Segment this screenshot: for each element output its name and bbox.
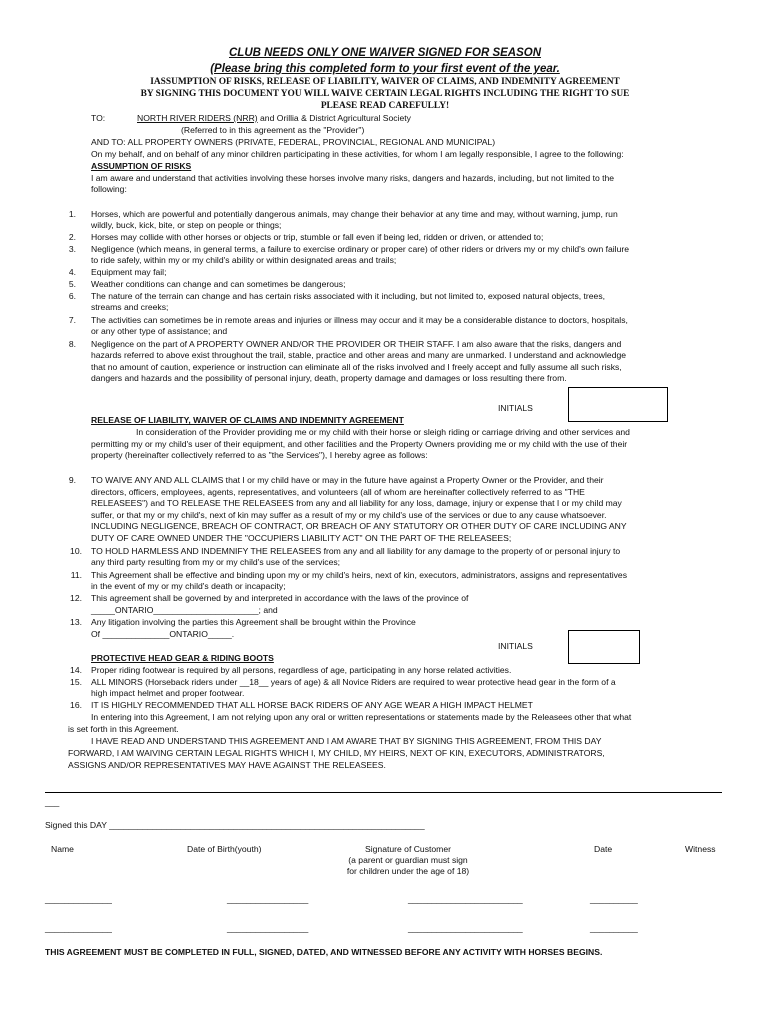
column-witness: Witness (685, 844, 716, 854)
column-signature: Signature of Customer (365, 844, 451, 854)
headgear-item-line: Proper riding footwear is required by all persons, regardless of age, participating in any horse related activities. (91, 665, 512, 675)
item-number: 15. (70, 677, 82, 687)
risk-item-line: dangers and hazards and the possibility of personal injury, death, property damage and damages or loss resulting there from. (91, 373, 567, 383)
form-title: CLUB NEEDS ONLY ONE WAIVER SIGNED FOR SEASON (228, 47, 542, 59)
provider-partner: and Orillia & District Agricultural Society (257, 113, 411, 123)
risk-item-line: Horses, which are powerful and potentially dangerous animals, may change their behavior at any time and may, without warning, jump, run (91, 209, 618, 219)
item-number: 11. (70, 570, 82, 580)
release-heading: RELEASE OF LIABILITY, WAIVER OF CLAIMS AND INDEMNITY AGREEMENT (91, 415, 404, 425)
signature-divider-tail: ___ (45, 797, 60, 807)
signed-day-field[interactable]: Signed this DAY __________________________________________________________________ (45, 820, 425, 830)
date-of-birth-field[interactable]: _________________ (227, 894, 309, 904)
signature-field[interactable]: ________________________ (408, 894, 523, 904)
release-item-line: in the event of my or my child's death or incapacity; (91, 581, 286, 591)
item-number: 4. (68, 267, 76, 277)
item-number: 16. (70, 700, 82, 710)
final-acknowledgement: FORWARD, I AM WAIVING CERTAIN LEGAL RIGHTS WHICH I, MY CHILD, MY HEIRS, NEXT OF KIN, EXECUTORS, ADMINISTRATORS, (68, 748, 605, 758)
item-number: 10. (70, 546, 82, 556)
date-of-birth-field[interactable]: _________________ (227, 923, 309, 933)
province-field[interactable]: _____ONTARIO______________________; and (91, 605, 278, 615)
final-acknowledgement: I HAVE READ AND UNDERSTAND THIS AGREEMENT AND I AM AWARE THAT BY SIGNING THIS AGREEMENT, FROM THIS DAY (91, 736, 602, 746)
risk-item-line: streams and creeks; (91, 302, 169, 312)
risk-item-line: hazards referred to above exist throughout the trail, stable, practice and other areas and many are unmarked. I understand and acknowledge (91, 350, 627, 360)
item-number: 8. (68, 339, 76, 349)
litigation-province-field[interactable]: Of ______________ONTARIO_____. (91, 629, 235, 639)
date-field[interactable]: __________ (590, 923, 638, 933)
risk-item-line: wildly, buck, kick, bite, or step on people or things; (91, 220, 282, 230)
release-intro-line: In consideration of the Provider providing me or my child with their horse or sleigh riding or carriage driving and other services and (136, 427, 630, 437)
release-intro-line: property (hereinafter collectively referred to as "the Services"), I hereby agree as follows: (91, 450, 428, 460)
column-date: Date (594, 844, 613, 854)
behalf-statement: On my behalf, and on behalf of any minor children participating in these activities, for whom I am legally responsible, I agree to the following: (91, 149, 624, 159)
release-item-line: This Agreement shall be effective and binding upon my or my child's heirs, next of kin, executors, administrators, assigns and representatives (91, 570, 627, 580)
item-number: 1. (68, 209, 76, 219)
to-label: TO: (91, 113, 106, 123)
initials-box-assumption[interactable] (568, 387, 668, 422)
property-owners-line: AND TO: ALL PROPERTY OWNERS (PRIVATE, FEDERAL, PROVINCIAL, REGIONAL AND MUNICIPAL) (91, 137, 496, 147)
risk-item-line: The nature of the terrain can change and has certain risks associated with it including, but not limited to, exposed natural objects, trees, (91, 291, 606, 301)
item-number: 2. (68, 232, 76, 242)
item-number: 3. (68, 244, 76, 254)
reliance-statement: is set forth in this Agreement. (68, 724, 179, 734)
initials-label: INITIALS (498, 641, 533, 651)
risk-item-line: to ride safely, within my or my child's ability or within designated areas and trails; (91, 255, 397, 265)
read-carefully-notice: PLEASE READ CAREFULLY! (320, 101, 450, 111)
initials-box-release[interactable] (568, 630, 640, 664)
risk-item-line: Weather conditions can change and can sometimes be dangerous; (91, 279, 346, 289)
release-item-line: directors, officers, employees, agents, representatives, and volunteers (all of whom are hereinafter collectively referred to as "THE (91, 487, 585, 497)
release-item-line: TO HOLD HARMLESS AND INDEMNIFY THE RELEASEES from any and all liability for any damage to the property of or personal injury to (91, 546, 621, 556)
item-number: 9. (68, 475, 76, 485)
item-number: 12. (70, 593, 82, 603)
item-number: 14. (70, 665, 82, 675)
column-date-of-birth: Date of Birth(youth) (187, 844, 262, 854)
provider-name: NORTH RIVER RIDERS (NRR) (137, 113, 258, 123)
release-intro-line: permitting my or my child's user of their equipment, and other facilities and the Property Owners providing me or my child with the use of their (91, 439, 628, 449)
headgear-item-line: ALL MINORS (Horseback riders under __18__ years of age) & all Novice Riders are required to wear protective head gear in the form of a (91, 677, 616, 687)
release-item-line: RELEASEES") and TO RELEASE THE RELEASEES from any and all liability for any loss, damage, injury or expense that I or my child may (91, 498, 622, 508)
item-number: 5. (68, 279, 76, 289)
provider-line (137, 113, 411, 124)
headgear-item-line: high impact helmet and proper footwear. (91, 688, 245, 698)
agreement-heading: IASSUMPTION OF RISKS, RELEASE OF LIABILITY, WAIVER OF CLAIMS, AND INDEMNITY AGREEMENT (150, 77, 620, 87)
risk-item-line: Horses may collide with other horses or objects or trip, stumble or fall even if being led, ridden or driven, or attended to; (91, 232, 544, 242)
headgear-heading: PROTECTIVE HEAD GEAR & RIDING BOOTS (91, 653, 274, 663)
risk-item-line: The activities can sometimes be in remote areas and injuries or illness may occur and it may be a considerable distance to doctors, hospitals, (91, 315, 628, 325)
risk-item-line: or any other type of assistance; and (91, 326, 228, 336)
assumption-intro-line: following: (91, 184, 127, 194)
item-number: 7. (68, 315, 76, 325)
item-number: 13. (70, 617, 82, 627)
risk-item-line: that no amount of caution, experience or instruction can eliminate all of the risks involved and I freely accept and fully assume all such risks, (91, 362, 622, 372)
signature-divider (45, 792, 722, 793)
name-field[interactable]: ______________ (45, 894, 112, 904)
completion-notice: THIS AGREEMENT MUST BE COMPLETED IN FULL, SIGNED, DATED, AND WITNESSED BEFORE ANY ACTIVITY WITH HORSES BEGINS. (45, 947, 603, 957)
assumption-heading: ASSUMPTION OF RISKS (91, 161, 192, 171)
column-signature-note: for children under the age of 18) (346, 866, 470, 876)
form-subtitle: (Please bring this completed form to your first event of the year. (210, 63, 560, 75)
release-item-line: TO WAIVE ANY AND ALL CLAIMS that I or my child have or may in the future have against a Property Owner or the Provider, and their (91, 475, 604, 485)
reliance-statement: In entering into this Agreement, I am not relying upon any oral or written representations or statements made by the Releasees other that what (91, 712, 632, 722)
initials-label: INITIALS (498, 403, 533, 413)
column-signature-note: (a parent or guardian must sign (348, 855, 468, 865)
column-name: Name (51, 844, 74, 854)
release-item-line: any third party resulting from my or my child's use of the services; (91, 557, 341, 567)
risk-item-line: Negligence (which means, in general terms, a failure to exercise ordinary or proper care) of other riders or drivers my or my child's own failure (91, 244, 630, 254)
signature-field[interactable]: ________________________ (408, 923, 523, 933)
assumption-intro-line: I am aware and understand that activities involving these horses involve many risks, dangers and hazards, including, but not limited to the (91, 173, 615, 183)
headgear-item-line: IT IS HIGHLY RECOMMENDED THAT ALL HORSE BACK RIDERS OF ANY AGE WEAR A HIGH IMPACT HELMET (91, 700, 533, 710)
risk-item-line: Negligence on the part of A PROPERTY OWNER AND/OR THE PROVIDER OR THEIR STAFF. I am also aware that the risks, dangers and (91, 339, 622, 349)
final-acknowledgement: ASSIGNS AND/OR REPRESENTATIVES MAY HAVE AGAINST THE RELEASEES. (68, 760, 386, 770)
release-item-line: suffer, or that my or my child's, next of kin may suffer as a result of my or my child's use of the services or due to any cause whatsoever. (91, 510, 607, 520)
item-number: 6. (68, 291, 76, 301)
date-field[interactable]: __________ (590, 894, 638, 904)
provider-reference: (Referred to in this agreement as the "Provider") (181, 125, 365, 135)
release-item-line: This agreement shall be governed by and interpreted in accordance with the laws of the province of (91, 593, 469, 603)
release-item-line: DUTY OF CARE OWNED UNDER THE "OCCUPIERS LIABILITY ACT" ON THE PART OF THE RELEASEES; (91, 533, 512, 543)
release-item-line: INCLUDING NEGLIGENCE, BREACH OF CONTRACT, OR BREACH OF ANY STATUTORY OR OTHER DUTY OF CARE INCLUDING ANY (91, 521, 627, 531)
risk-item-line: Equipment may fail; (91, 267, 167, 277)
legal-rights-warning: BY SIGNING THIS DOCUMENT YOU WILL WAIVE CERTAIN LEGAL RIGHTS INCLUDING THE RIGHT TO SUE (140, 89, 630, 99)
release-item-line: Any litigation involving the parties this Agreement shall be brought within the Province (91, 617, 416, 627)
name-field[interactable]: ______________ (45, 923, 112, 933)
